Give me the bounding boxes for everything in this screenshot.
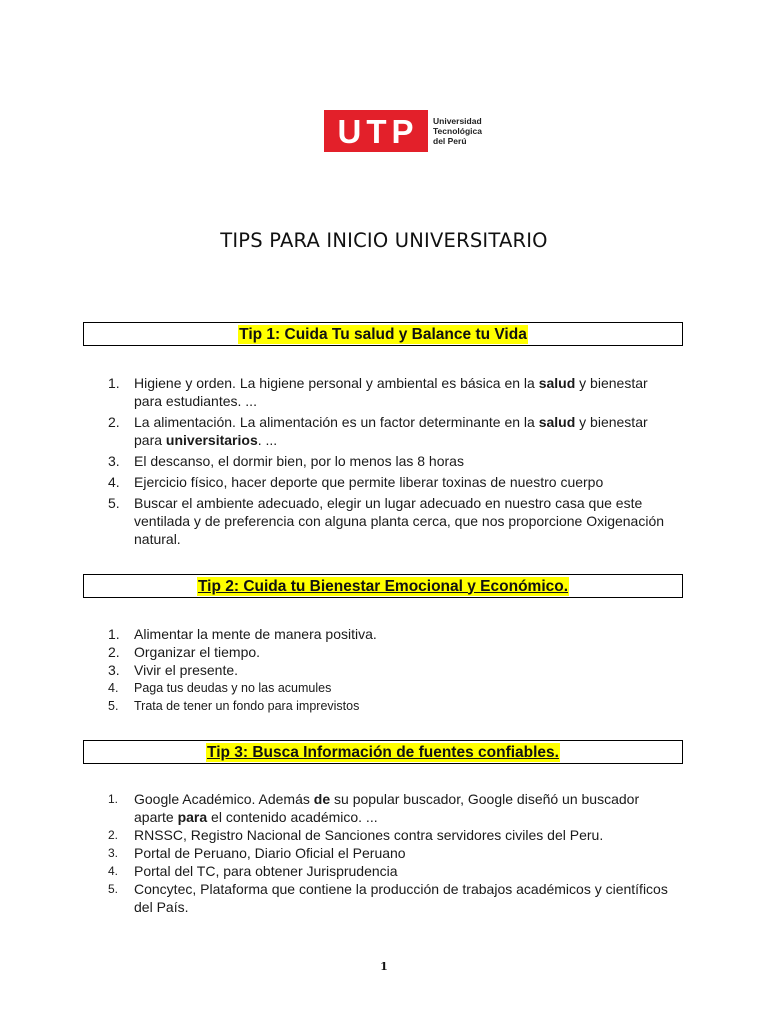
item-bold-text: salud <box>538 375 576 391</box>
tip1-heading-box <box>83 322 683 346</box>
logo-line-3: del Perú <box>433 136 467 146</box>
item-text: RNSSC, Registro Nacional de Sanciones contra servidores civiles del Peru. <box>134 827 604 843</box>
item-number: 5. <box>108 882 119 896</box>
item-number: 3. <box>108 846 119 860</box>
item-text: Buscar el ambiente adecuado, elegir un lugar adecuado en nuestro casa que este ventilada y de preferencia con alguna planta cerca, que nos proporcione Oxigenación natural. <box>134 495 665 547</box>
utp-logo-letters: UTP <box>337 112 419 150</box>
list-item <box>108 494 668 548</box>
logo-line-2: Tecnológica <box>433 126 482 136</box>
item-number: 2. <box>108 414 120 430</box>
tip1-heading: Tip 1: Cuida Tu salud y Balance tu Vida <box>239 325 527 343</box>
list-item <box>108 880 668 916</box>
utp-logo-badge <box>324 110 428 152</box>
item-number: 3. <box>108 662 120 678</box>
item-text-part: Higiene y orden. La higiene personal y ambiental es básica en la <box>134 375 539 391</box>
item-number: 5. <box>108 699 119 713</box>
item-number: 5. <box>108 495 120 511</box>
item-text-part: y bienestar para estudiantes. ... <box>134 375 648 409</box>
item-text: Trata de tener un fondo para imprevistos <box>134 699 360 713</box>
document-title: TIPS PARA INICIO UNIVERSITARIO <box>220 229 548 252</box>
tip3-list <box>108 790 668 916</box>
item-text: Portal de Peruano, Diario Oficial el Peruano <box>134 845 406 861</box>
item-number: 3. <box>108 453 120 469</box>
item-text: El descanso, el dormir bien, por lo menos las 8 horas <box>134 453 464 469</box>
tip2-heading: Tip 2: Cuida tu Bienestar Emocional y Económico. <box>197 577 569 595</box>
item-number: 1. <box>108 375 120 391</box>
item-number: 1. <box>108 626 120 642</box>
utp-logo <box>324 110 482 152</box>
item-text: Portal del TC, para obtener Jurisprudencia <box>134 863 398 879</box>
utp-logo-wordmark <box>433 116 482 146</box>
list-item <box>108 473 668 491</box>
list-item <box>108 625 668 643</box>
page-number: 1 <box>380 960 388 973</box>
list-item <box>108 679 668 697</box>
tip1-list <box>108 374 668 548</box>
item-bold-text: de <box>313 791 331 807</box>
item-text <box>134 374 668 410</box>
logo-line-1: Universidad <box>433 116 482 126</box>
item-text-part: y bienestar para <box>134 414 648 448</box>
item-text: Alimentar la mente de manera positiva. <box>134 626 377 642</box>
list-item <box>108 661 668 679</box>
item-text-part: La alimentación. La alimentación es un factor determinante en la <box>134 414 539 430</box>
tip2-list <box>108 625 668 715</box>
item-text-part: su popular buscador, Google diseñó un buscador aparte <box>134 791 640 825</box>
item-bold-text: para <box>177 809 208 825</box>
item-number: 4. <box>108 474 120 490</box>
item-bold-text: salud <box>538 414 576 430</box>
tip3-heading-box <box>83 740 683 764</box>
item-text <box>134 790 668 826</box>
item-text: Organizar el tiempo. <box>134 644 261 660</box>
item-text: Vivir el presente. <box>134 662 239 678</box>
item-text-part: el contenido académico. ... <box>207 809 378 825</box>
item-text-part: . ... <box>257 432 278 448</box>
item-text <box>134 413 668 449</box>
list-item <box>108 452 668 470</box>
item-number: 2. <box>108 828 119 842</box>
item-number: 4. <box>108 681 119 695</box>
tip2-heading-box <box>83 574 683 598</box>
item-bold-text: universitarios <box>165 432 258 448</box>
item-number: 1. <box>108 792 119 806</box>
item-text: Ejercicio físico, hacer deporte que permite liberar toxinas de nuestro cuerpo <box>134 474 604 490</box>
tip3-heading: Tip 3: Busca Información de fuentes confiables. <box>207 743 559 761</box>
list-item <box>108 413 668 449</box>
list-item <box>108 862 668 880</box>
item-text-part: Google Académico. Además <box>134 791 314 807</box>
item-number: 4. <box>108 864 119 878</box>
list-item <box>108 643 668 661</box>
list-item <box>108 826 668 844</box>
item-number: 2. <box>108 644 120 660</box>
item-text: Paga tus deudas y no las acumules <box>134 681 332 695</box>
list-item <box>108 790 668 826</box>
list-item <box>108 844 668 862</box>
list-item <box>108 374 668 410</box>
list-item <box>108 697 668 715</box>
item-text: Concytec, Plataforma que contiene la producción de trabajos académicos y científicos del País. <box>134 881 668 915</box>
